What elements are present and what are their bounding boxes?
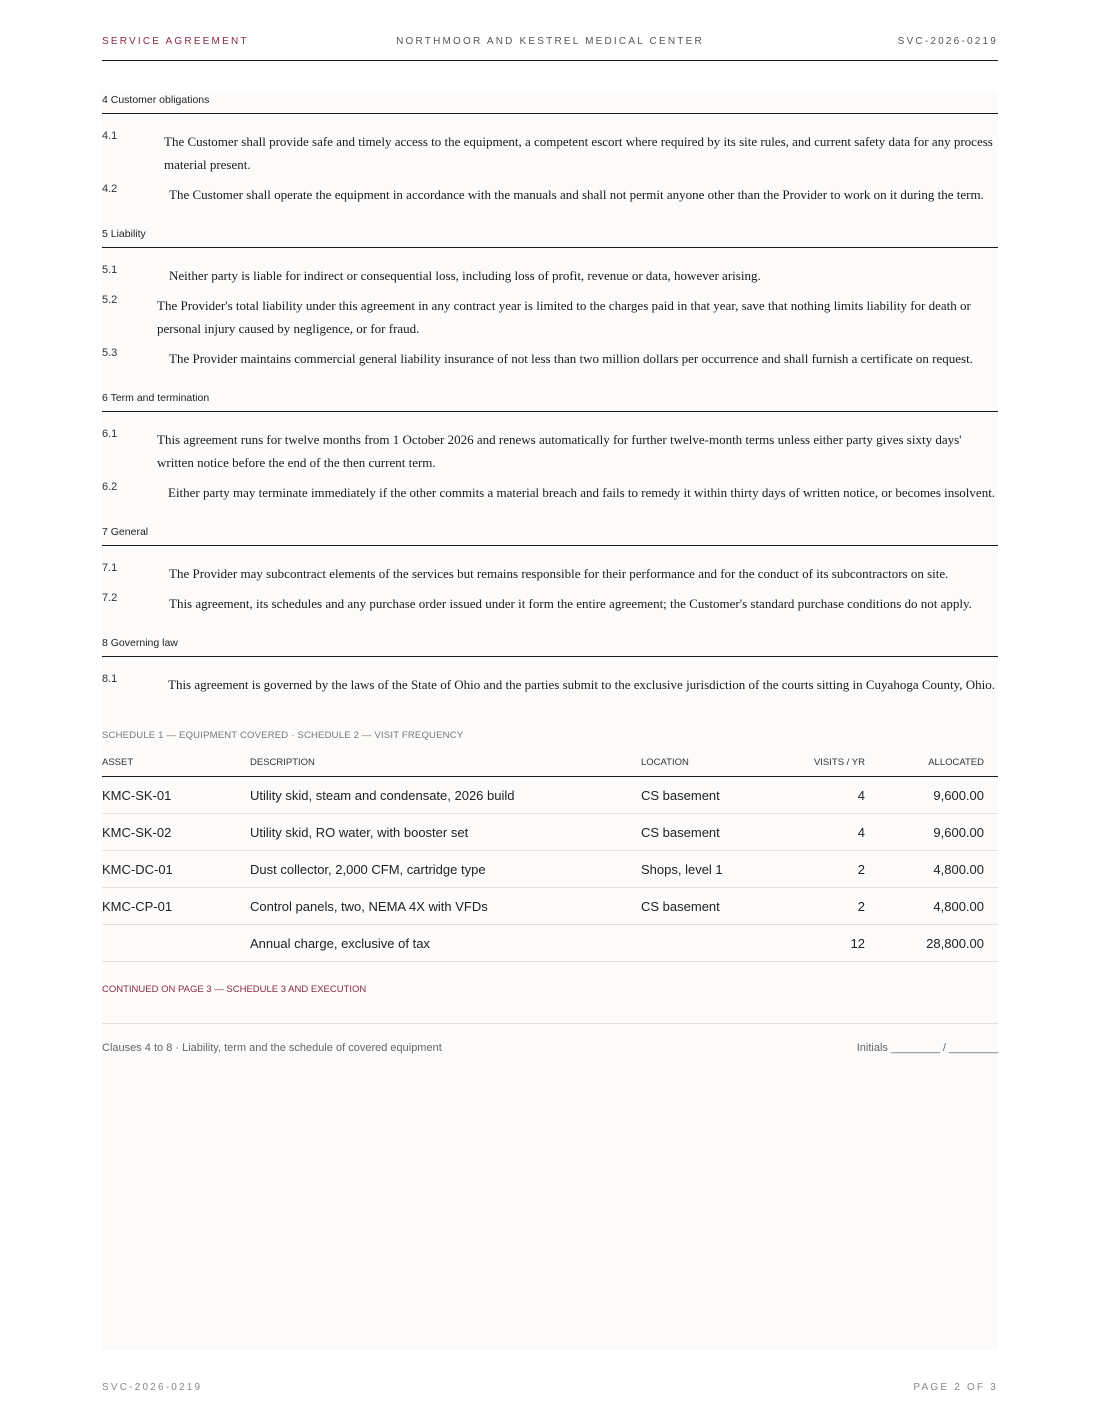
description-cell: Control panels, two, NEMA 4X with VFDs [250,888,641,925]
clause-text: The Provider may subcontract elements of the services but remains responsible for their performance and for the conduct of its subcontractors on site. [169,566,949,581]
table-row [102,888,998,925]
clause [102,562,998,585]
document-body [102,94,998,1058]
section-customer-obligations [102,94,998,206]
location-cell: CS basement [641,777,781,814]
asset-cell: KMC-SK-01 [102,777,250,814]
organization-name: NORTHMOOR AND KESTREL MEDICAL CENTER [396,36,704,47]
section-heading: 5 Liability [102,228,998,248]
clause-text: Either party may terminate immediately if the other commits a material breach and fails to remedy it within thirty days of written notice, or becomes insolvent. [168,485,996,500]
column-header-asset: ASSET [102,757,250,777]
table-row [102,777,998,814]
clause-text: The Provider's total liability under this agreement in any contract year is limited to the charges paid in that year, save that nothing limits liability for death or personal injury caused by negligence, or for fraud. [157,298,971,336]
clause-number: 7.2 [102,592,118,604]
allocated-cell: 9,600.00 [865,814,998,851]
visits-cell: 2 [781,851,865,888]
clause-text: The Provider maintains commercial general liability insurance of not less than two million dollars per occurrence and shall furnish a certificate on request. [169,351,973,366]
allocated-cell: 9,600.00 [865,777,998,814]
footer-divider [102,1023,998,1024]
clause [102,130,998,176]
allocated-cell: 4,800.00 [865,851,998,888]
clause-number: 4.2 [102,183,118,195]
page-footer [102,1382,998,1396]
footer-reference: SVC-2026-0219 [102,1382,203,1393]
initials-line: Initials ________ / ________ [856,1042,998,1054]
clause-number: 5.1 [102,264,118,276]
table-row [102,851,998,888]
column-header-location: LOCATION [641,757,781,777]
clause-number: 6.1 [102,428,118,440]
visits-cell: 4 [781,814,865,851]
clause [102,592,998,615]
asset-cell: KMC-CP-01 [102,888,250,925]
allocated-cell: 4,800.00 [865,888,998,925]
clause-number: 6.2 [102,481,118,493]
description-cell: Dust collector, 2,000 CFM, cartridge type [250,851,641,888]
page-summary: Clauses 4 to 8 · Liability, term and the schedule of covered equipment [102,1042,442,1054]
clause [102,264,998,287]
clause-number: 8.1 [102,673,118,685]
document-reference: SVC-2026-0219 [897,36,998,47]
column-header-visits: VISITS / YR [781,757,865,777]
clause-number: 4.1 [102,130,118,142]
clause-text: Neither party is liable for indirect or consequential loss, including loss of profit, revenue or data, however arising. [169,268,761,283]
clause-number: 5.2 [102,294,118,306]
total-allocated-cell: 28,800.00 [865,925,998,962]
continuation-note: CONTINUED ON PAGE 3 — SCHEDULE 3 AND EXECUTION [102,984,367,995]
clause-number: 5.3 [102,347,118,359]
total-empty-cell [102,925,250,962]
section-heading: 8 Governing law [102,637,998,657]
visits-cell: 4 [781,777,865,814]
total-label-cell: Annual charge, exclusive of tax [250,925,641,962]
section-heading: 4 Customer obligations [102,94,998,114]
section-governing-law [102,637,998,696]
location-cell: Shops, level 1 [641,851,781,888]
description-cell: Utility skid, steam and condensate, 2026 build [250,777,641,814]
visits-cell: 2 [781,888,865,925]
clause-text: The Customer shall operate the equipment in accordance with the manuals and shall not permit anyone other than the Provider to work on it during the term. [169,187,984,202]
asset-cell: KMC-DC-01 [102,851,250,888]
document-type-label: SERVICE AGREEMENT [102,36,249,47]
page-number: PAGE 2 OF 3 [913,1382,998,1393]
section-heading: 6 Term and termination [102,392,998,412]
clause [102,347,998,370]
schedule-label: SCHEDULE 1 — EQUIPMENT COVERED · SCHEDULE 2 — VISIT FREQUENCY [102,730,464,741]
section-heading: 7 General [102,526,998,546]
asset-cell: KMC-SK-02 [102,814,250,851]
location-cell: CS basement [641,814,781,851]
page-summary-row [102,1042,998,1058]
header-divider [102,60,998,61]
column-header-description: DESCRIPTION [250,757,641,777]
table-header-row [102,757,998,777]
clause-text: This agreement, its schedules and any purchase order issued under it form the entire agreement; the Customer's standard purchase conditions do not apply. [169,596,972,611]
running-header [102,36,998,50]
clause [102,673,998,696]
clause-text: This agreement is governed by the laws of the State of Ohio and the parties submit to the exclusive jurisdiction of the courts sitting in Cuyahoga County, Ohio. [168,677,996,692]
clause-text: The Customer shall provide safe and timely access to the equipment, a competent escort where required by its site rules, and current safety data for any process material present. [164,134,993,172]
section-term-and-termination [102,392,998,504]
description-cell: Utility skid, RO water, with booster set [250,814,641,851]
total-row [102,925,998,962]
clause [102,428,998,474]
clause-text: This agreement runs for twelve months from 1 October 2026 and renews automatically for further twelve-month terms unless either party gives sixty days' written notice before the end of the then current term. [157,432,962,470]
section-liability [102,228,998,370]
location-cell: CS basement [641,888,781,925]
clause [102,294,998,340]
clause-number: 7.1 [102,562,118,574]
total-visits-cell: 12 [781,925,865,962]
table-row [102,814,998,851]
equipment-schedule-table [102,757,998,962]
section-general [102,526,998,615]
clause [102,481,998,504]
total-location-cell [641,925,781,962]
clause [102,183,998,206]
column-header-allocated: ALLOCATED [865,757,998,777]
